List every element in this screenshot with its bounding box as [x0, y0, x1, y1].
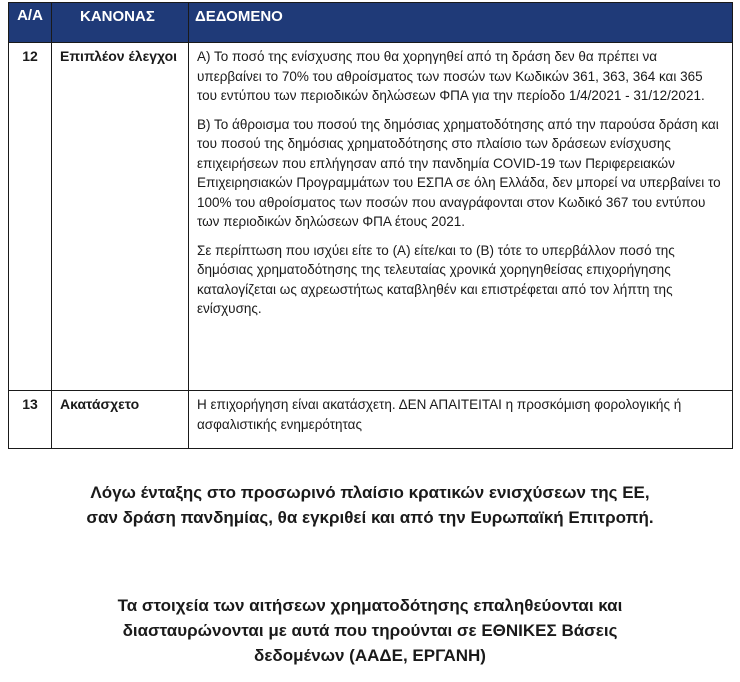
header-kanonas: ΚΑΝΟΝΑΣ	[52, 3, 189, 43]
note-line: σαν δράση πανδημίας, θα εγκριθεί και από την Ευρωπαϊκή Επιτροπή.	[86, 508, 654, 527]
data-paragraph: Η επιχορήγηση είναι ακατάσχετη. ΔΕΝ ΑΠΑΙΤΕΙΤΑΙ η προσκόμιση φορολογικής ή ασφαλιστικής ενημερότητας	[197, 397, 682, 432]
data-paragraph: Α) Το ποσό της ενίσχυσης που θα χορηγηθεί από τη δράση δεν θα πρέπει να υπερβαίνει το 70% του αθροίσματος των ποσών των Κωδικών 361, 363, 364 και 365 του εντύπου των περιοδικών δηλώσεων ΦΠΑ για την περίοδο 1/4/2021 - 31/12/2021.	[197, 49, 705, 103]
table-row	[9, 391, 733, 449]
row-data	[189, 391, 733, 449]
row-rule: Ακατάσχετο	[52, 391, 189, 449]
table-row	[9, 43, 733, 391]
note-line: Τα στοιχεία των αιτήσεων χρηματοδότησης επαληθεύονται και	[117, 596, 623, 615]
note-cross-check	[0, 593, 740, 668]
row-data	[189, 43, 733, 391]
row-number: 12	[9, 43, 52, 391]
header-dedomeno: ΔΕΔΟΜΕΝΟ	[189, 3, 733, 43]
note-line: δεδομένων (ΑΑΔΕ, ΕΡΓΑΝΗ)	[254, 646, 486, 665]
rules-table-container	[8, 2, 732, 449]
rules-table	[8, 2, 733, 449]
row-rule: Επιπλέον έλεγχοι	[52, 43, 189, 391]
table-header-row	[9, 3, 733, 43]
note-line: Λόγω ένταξης στο προσωρινό πλαίσιο κρατικών ενισχύσεων της ΕΕ,	[90, 483, 650, 502]
note-ec-approval	[0, 480, 740, 530]
data-paragraph: Σε περίπτωση που ισχύει είτε το (Α) είτε/και το (Β) τότε το υπερβάλλον ποσό της δημόσιας χρηματοδότησης της τελευταίας χρονικά χορηγηθείσας επιχορήγησης καταλογίζεται ως αχρεωστήτως καταβληθέν και επιστρέφεται από τον λήπτη της ενίσχυσης.	[197, 242, 675, 316]
row-number: 13	[9, 391, 52, 449]
header-aa: Α/Α	[9, 3, 52, 43]
note-line: διασταυρώνονται με αυτά που τηρούνται σε ΕΘΝΙΚΕΣ Βάσεις	[122, 621, 618, 640]
data-paragraph: Β) Το άθροισμα του ποσού της δημόσιας χρηματοδότησης από την παρούσα δράση και του ποσού της δημόσιας χρηματοδότησης στο πλαίσιο των δράσεων ενίσχυσης επιχειρήσεων που επλήγησαν από την πανδημία COVID-19 των Περιφερειακών Επιχειρησιακών Προγραμμάτων του ΕΣΠΑ σε όλη Ελλάδα, δεν μπορεί να υπερβαίνει το 100% του αθροίσματος των ποσών που αναγράφονται στον Κωδικό 367 του εντύπου των περιοδικών δηλώσεων ΦΠΑ έτους 2021.	[197, 116, 721, 229]
